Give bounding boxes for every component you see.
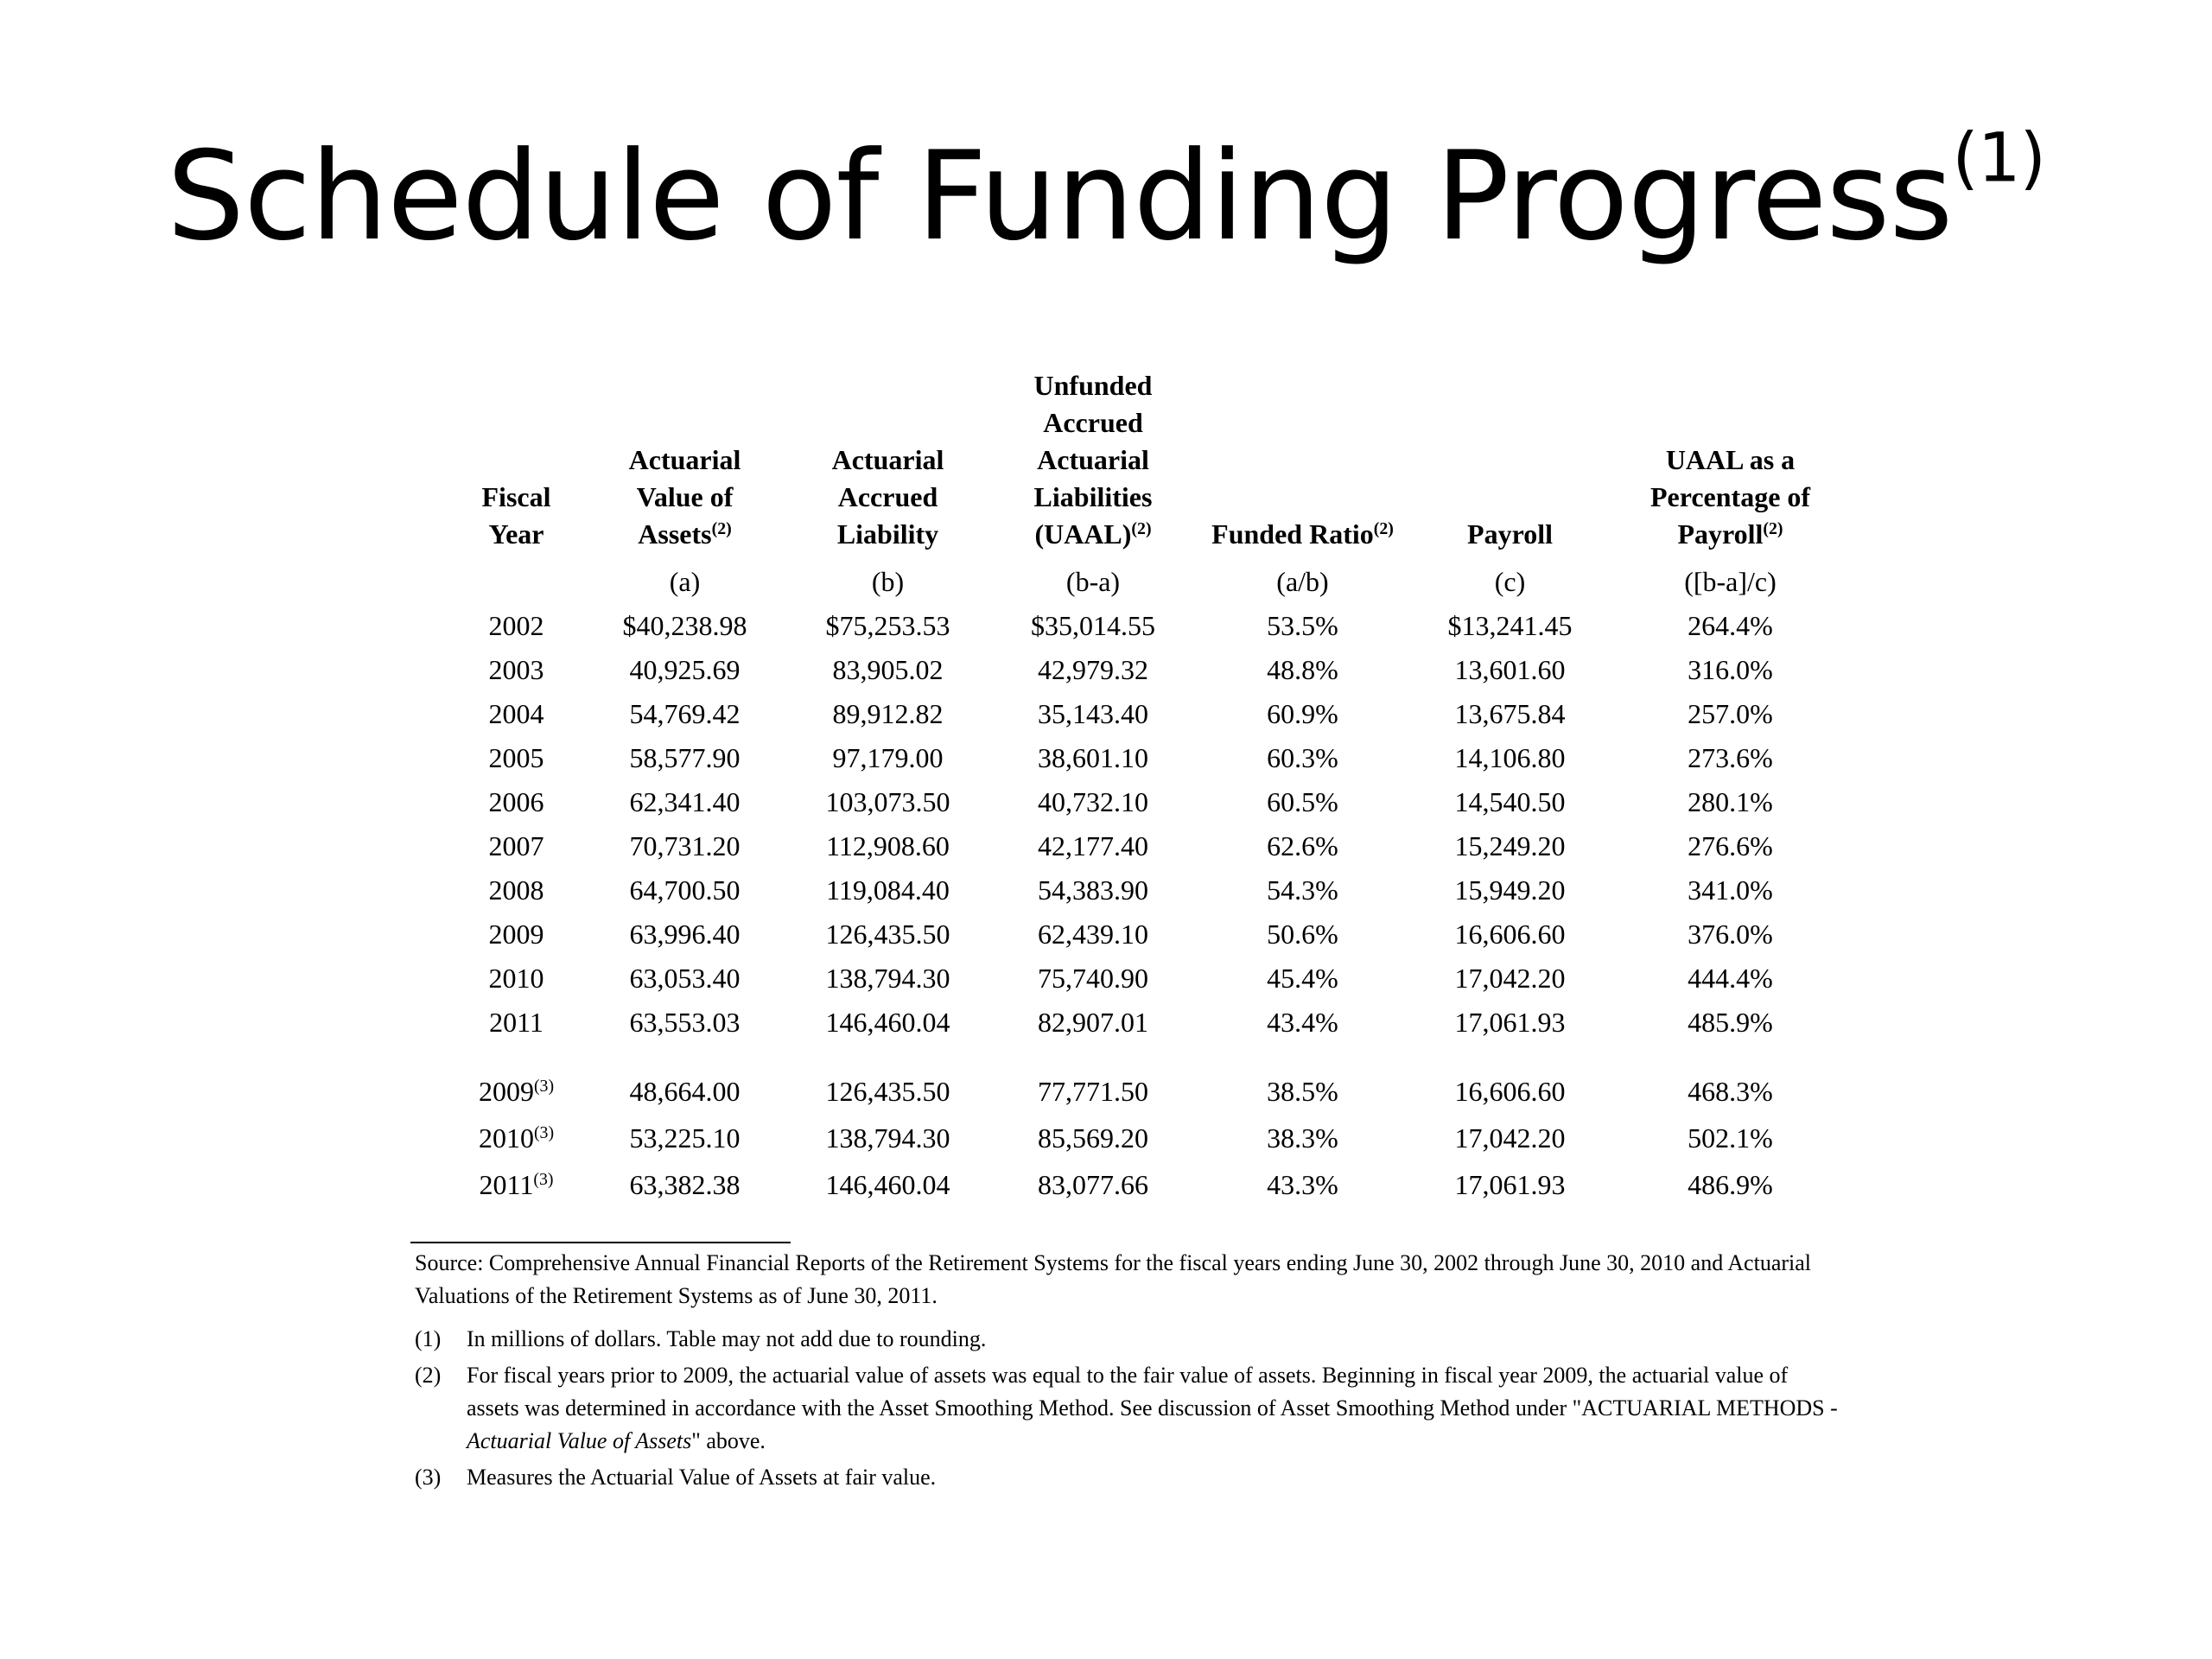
column-header-line: UAAL as a: [1665, 444, 1796, 475]
cell-pct: 444.4%: [1688, 963, 1773, 994]
cell-aal: 119,084.40: [826, 874, 950, 906]
column-header-line: Funded Ratio: [1211, 518, 1374, 550]
cell-ratio: 60.3%: [1267, 742, 1338, 773]
footnote-italic-text: Actuarial Value of Assets: [467, 1428, 692, 1453]
cell-assets: $40,238.98: [622, 610, 747, 641]
footnote-number: (1): [415, 1326, 442, 1351]
table-body: [449, 604, 1849, 1208]
cell-assets: 64,700.50: [629, 874, 741, 906]
cell-payroll: 16,606.60: [1454, 918, 1566, 950]
cell-ratio: 43.3%: [1267, 1169, 1338, 1200]
footnote: [415, 1461, 1840, 1494]
footnote-text: Measures the Actuarial Value of Assets at fair value.: [467, 1465, 937, 1490]
footnote-marker: (3): [533, 1170, 554, 1190]
table-row: [449, 1068, 1849, 1115]
cell-payroll: 17,042.20: [1454, 963, 1566, 994]
cell-payroll: 17,061.93: [1454, 1007, 1566, 1038]
formula-letter: ([b-a]/c): [1684, 566, 1777, 597]
footnote-number: (3): [415, 1465, 442, 1490]
column-header-line: (UAAL): [1034, 518, 1132, 550]
cell-pct: 316.0%: [1688, 654, 1773, 685]
footnote-text: In millions of dollars. Table may not add due to rounding.: [467, 1326, 987, 1351]
column-header-assets: [583, 367, 786, 560]
footnotes: [415, 1247, 1840, 1497]
title-footnote-marker: (1): [1952, 119, 2046, 198]
formula-letter: (a/b): [1276, 566, 1329, 597]
cell-payroll: $13,241.45: [1447, 610, 1573, 641]
cell-year: 2008: [488, 874, 544, 906]
cell-ratio: 54.3%: [1267, 874, 1338, 906]
column-header-pct: [1611, 367, 1849, 560]
cell-year: 2005: [488, 742, 544, 773]
cell-ratio: 60.5%: [1267, 786, 1338, 817]
table-row: [449, 1001, 1849, 1045]
column-header-ratio: [1197, 367, 1408, 560]
cell-assets: 54,769.42: [629, 698, 741, 729]
cell-aal: 112,908.60: [826, 830, 950, 861]
cell-payroll: 14,540.50: [1454, 786, 1566, 817]
footnote-number: (2): [415, 1363, 442, 1388]
cell-payroll: 13,601.60: [1454, 654, 1566, 685]
cell-payroll: 13,675.84: [1454, 698, 1566, 729]
table-row: [449, 912, 1849, 957]
table-row: [449, 692, 1849, 736]
cell-ratio: 45.4%: [1267, 963, 1338, 994]
cell-year: 2010$^{(3)}$: [478, 1122, 555, 1154]
footnote-marker: (2): [1373, 519, 1394, 539]
column-header-line: Liabilities: [1033, 481, 1153, 512]
cell-aal: 103,073.50: [825, 786, 950, 817]
cell-aal: 138,794.30: [825, 963, 950, 994]
cell-uaal: 42,979.32: [1038, 654, 1148, 685]
column-header-line: Actuarial: [628, 444, 741, 475]
cell-aal: 97,179.00: [832, 742, 944, 773]
cell-payroll: 14,106.80: [1454, 742, 1566, 773]
cell-assets: 63,553.03: [629, 1007, 741, 1038]
table-header-row: [449, 367, 1849, 560]
cell-uaal: 40,732.10: [1038, 786, 1148, 817]
table-row: [449, 604, 1849, 648]
cell-payroll: 15,249.20: [1454, 830, 1566, 861]
cell-pct: 280.1%: [1688, 786, 1773, 817]
title-text: Schedule of Funding Progress: [166, 125, 1953, 268]
cell-year: 2004: [488, 698, 544, 729]
cell-year: 2011$^{(3)}$: [479, 1169, 554, 1200]
formula-letters-row: [449, 560, 1849, 604]
column-header-line: Actuarial: [1037, 444, 1149, 475]
cell-aal: 83,905.02: [832, 654, 944, 685]
footnote-marker: (3): [533, 1077, 555, 1096]
formula-letter: (b-a): [1065, 566, 1121, 597]
column-header-payroll: [1408, 367, 1611, 560]
source-note: Source: Comprehensive Annual Financial Reports of the Retirement Systems for the fiscal years ending June 30, 2002 through June 30, 2010 and Actuarial Valuations of the Retirement Systems as of June 30, 2011.: [415, 1250, 1811, 1308]
column-header-line: Actuarial: [831, 444, 944, 475]
table-row: [449, 736, 1849, 780]
column-header-line: Payroll: [1677, 518, 1764, 550]
cell-assets: 53,225.10: [629, 1122, 741, 1154]
cell-uaal: 77,771.50: [1038, 1076, 1148, 1107]
formula-letter: [449, 560, 583, 604]
footnote-marker: (2): [711, 519, 732, 539]
cell-uaal: 38,601.10: [1038, 742, 1148, 773]
cell-year: 2009: [488, 918, 544, 950]
cell-assets: 58,577.90: [629, 742, 741, 773]
row-separator: [449, 1045, 1849, 1068]
cell-ratio: 50.6%: [1267, 918, 1338, 950]
cell-assets: 70,731.20: [629, 830, 741, 861]
footnote-marker: (2): [1763, 519, 1783, 539]
column-header-line: Assets: [638, 518, 712, 550]
cell-pct: 486.9%: [1688, 1169, 1773, 1200]
column-header-line: Fiscal: [481, 481, 551, 512]
cell-ratio: 60.9%: [1267, 698, 1338, 729]
cell-pct: 485.9%: [1688, 1007, 1773, 1038]
cell-uaal: 35,143.40: [1038, 698, 1148, 729]
cell-aal: 89,912.82: [832, 698, 944, 729]
cell-aal: 126,435.50: [825, 1076, 950, 1107]
column-header-line: Liability: [836, 518, 939, 550]
cell-assets: 63,996.40: [629, 918, 741, 950]
cell-aal: $75,253.53: [825, 610, 950, 641]
formula-letter: (b): [871, 566, 905, 597]
footnote: [415, 1323, 1840, 1356]
column-header-line: Unfunded: [1033, 370, 1153, 401]
table-row: [449, 868, 1849, 912]
cell-aal: 146,460.04: [825, 1007, 950, 1038]
footnote: [415, 1359, 1840, 1458]
footnote-marker: (2): [1131, 519, 1152, 539]
cell-year: 2010: [488, 963, 544, 994]
cell-year: 2003: [488, 654, 544, 685]
table-row: [449, 1115, 1849, 1161]
column-header-line: Accrued: [837, 481, 938, 512]
cell-pct: 264.4%: [1688, 610, 1773, 641]
cell-assets: 63,053.40: [629, 963, 741, 994]
column-header-year: [449, 367, 583, 560]
footnote-list: [415, 1323, 1840, 1494]
table-row: [449, 1161, 1849, 1208]
column-header-line: Year: [488, 518, 544, 550]
cell-year: 2006: [488, 786, 544, 817]
cell-uaal: 85,569.20: [1038, 1122, 1148, 1154]
cell-pct: 257.0%: [1688, 698, 1773, 729]
cell-uaal: 62,439.10: [1038, 918, 1148, 950]
cell-uaal: 75,740.90: [1038, 963, 1148, 994]
column-header-line: Payroll: [1467, 518, 1553, 550]
cell-payroll: 17,061.93: [1454, 1169, 1566, 1200]
cell-year: 2002: [488, 610, 544, 641]
cell-uaal: 42,177.40: [1038, 830, 1148, 861]
cell-uaal: 54,383.90: [1038, 874, 1148, 906]
cell-payroll: 16,606.60: [1454, 1076, 1566, 1107]
cell-payroll: 15,949.20: [1454, 874, 1566, 906]
funding-progress-table: [449, 367, 1849, 1208]
cell-year: 2007: [488, 830, 544, 861]
cell-ratio: 43.4%: [1267, 1007, 1338, 1038]
cell-pct: 468.3%: [1688, 1076, 1773, 1107]
cell-ratio: 62.6%: [1267, 830, 1338, 861]
cell-ratio: 38.5%: [1267, 1076, 1338, 1107]
cell-assets: 62,341.40: [629, 786, 741, 817]
formula-letter: (a): [669, 566, 701, 597]
cell-pct: 376.0%: [1688, 918, 1773, 950]
cell-aal: 126,435.50: [825, 918, 950, 950]
cell-assets: 63,382.38: [629, 1169, 741, 1200]
cell-assets: 40,925.69: [629, 654, 741, 685]
cell-ratio: 38.3%: [1267, 1122, 1338, 1154]
cell-uaal: 83,077.66: [1038, 1169, 1148, 1200]
footnote-marker: (3): [533, 1123, 555, 1143]
footnote-text: For fiscal years prior to 2009, the actuarial value of assets was equal to the fair value of assets. Beginning in fiscal year 2009, the actuarial value of assets was determined in accordance with the Asset Smoothing Method. See discussion of Asset Smoothing Method under "ACTUARIAL METHODS - Actuarial Value of Assets" above.: [467, 1363, 1838, 1453]
cell-aal: 146,460.04: [825, 1169, 950, 1200]
spacer-cell: [449, 1045, 583, 1068]
column-header-aal: [786, 367, 989, 560]
column-header-uaal: [989, 367, 1197, 560]
table-row: [449, 824, 1849, 868]
slide-title: [0, 119, 2212, 268]
column-header-line: Percentage of: [1649, 481, 1811, 512]
footnote-divider: [410, 1242, 791, 1243]
cell-uaal: $35,014.55: [1031, 610, 1155, 641]
cell-uaal: 82,907.01: [1038, 1007, 1148, 1038]
cell-pct: 502.1%: [1688, 1122, 1773, 1154]
cell-pct: 276.6%: [1688, 830, 1773, 861]
cell-ratio: 48.8%: [1267, 654, 1338, 685]
cell-pct: 273.6%: [1688, 742, 1773, 773]
cell-pct: 341.0%: [1688, 874, 1773, 906]
cell-year: 2011: [489, 1007, 543, 1038]
column-header-line: Value of: [636, 481, 734, 512]
cell-year: 2009$^{(3)}$: [478, 1076, 555, 1107]
cell-aal: 138,794.30: [825, 1122, 950, 1154]
table-row: [449, 648, 1849, 692]
cell-assets: 48,664.00: [629, 1076, 741, 1107]
table-row: [449, 780, 1849, 824]
formula-letter: (c): [1494, 566, 1526, 597]
column-header-line: Accrued: [1043, 407, 1143, 438]
cell-ratio: 53.5%: [1267, 610, 1338, 641]
table-row: [449, 957, 1849, 1001]
cell-payroll: 17,042.20: [1454, 1122, 1566, 1154]
